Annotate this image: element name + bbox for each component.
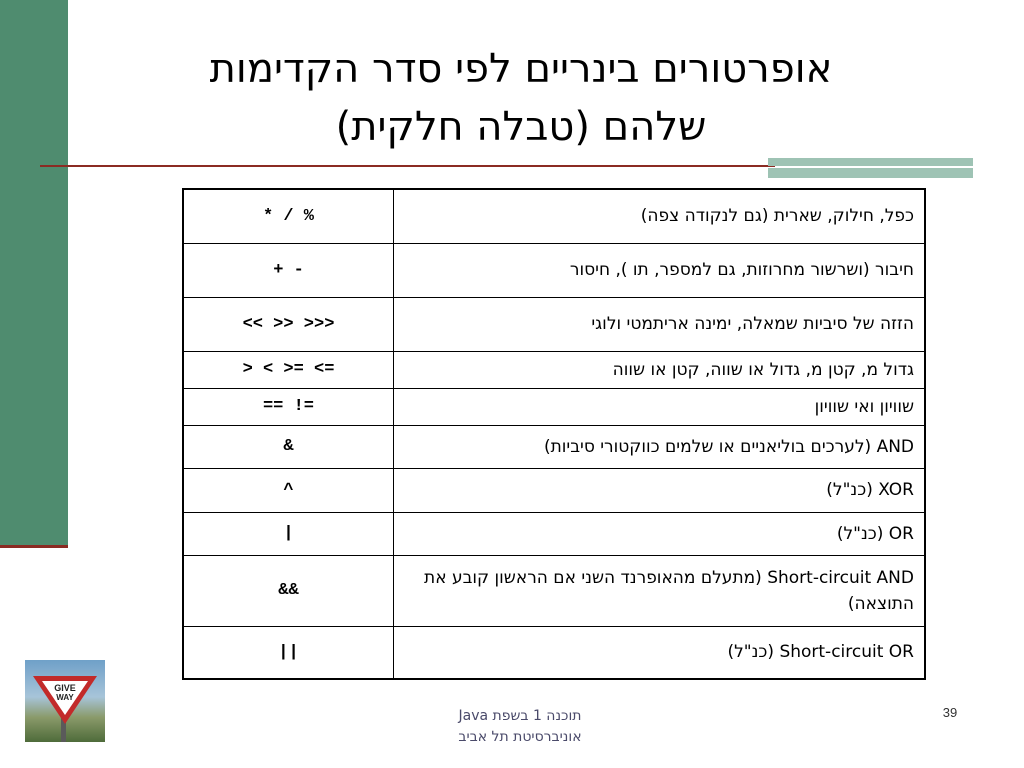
operator-cell: > < >= <= [183, 351, 394, 388]
description-cell: כפל, חילוק, שארית (גם לנקודה צפה) [394, 189, 926, 243]
table-row [183, 626, 925, 679]
operator-cell: == != [183, 388, 394, 425]
title-accent-bar-bottom [768, 168, 973, 178]
operator-cell: | [183, 512, 394, 555]
operator-cell: ^ [183, 468, 394, 512]
description-cell: AND (לערכים בוליאניים או שלמים כווקטורי סיביות) [394, 425, 926, 468]
give-way-sign-image [25, 660, 105, 742]
table-row [183, 388, 925, 425]
table-row [183, 425, 925, 468]
operator-cell: << >> >>> [183, 297, 394, 351]
table-row [183, 189, 925, 243]
slide-title-line-1: אופרטורים בינריים לפי סדר הקדימות [209, 46, 833, 92]
footer-university-name: אוניברסיטת תל אביב [458, 729, 582, 745]
table-row [183, 297, 925, 351]
left-accent-bar [0, 0, 68, 545]
description-cell: חיבור (ושרשור מחרוזות, גם למספר, תו ), חיסור [394, 243, 926, 297]
sign-label-give: GIVE [54, 683, 76, 693]
description-cell: Short-circuit AND (מתעלם מהאופרנד השני אם הראשון קובע את התוצאה) [394, 555, 926, 626]
table-row [183, 512, 925, 555]
title-accent-bar-top [768, 158, 973, 166]
footer-course-name: תוכנה 1 בשפת Java [458, 708, 582, 724]
description-cell: גדול מ, קטן מ, גדול או שווה, קטן או שווה [394, 351, 926, 388]
description-cell: שוויון ואי שוויון [394, 388, 926, 425]
slide-title-line-2: שלהם (טבלה חלקית) [335, 104, 707, 150]
page-number: 39 [942, 705, 958, 720]
table-row [183, 468, 925, 512]
title-divider [40, 165, 775, 167]
operators-table [182, 188, 926, 680]
table-row [183, 243, 925, 297]
give-way-sign-icon [25, 660, 105, 742]
footer [420, 706, 620, 748]
operator-cell: || [183, 626, 394, 679]
operator-cell: * / % [183, 189, 394, 243]
operator-cell: + - [183, 243, 394, 297]
description-cell: XOR (כנ"ל) [394, 468, 926, 512]
left-accent-underline [0, 545, 68, 548]
operator-cell: & [183, 425, 394, 468]
description-cell: OR (כנ"ל) [394, 512, 926, 555]
table-row [183, 555, 925, 626]
sign-label-way: WAY [56, 693, 74, 702]
operator-cell: && [183, 555, 394, 626]
description-cell: Short-circuit OR (כנ"ל) [394, 626, 926, 679]
description-cell: הזזה של סיביות שמאלה, ימינה אריתמטי ולוגי [394, 297, 926, 351]
table-row [183, 351, 925, 388]
slide-title [120, 40, 922, 156]
